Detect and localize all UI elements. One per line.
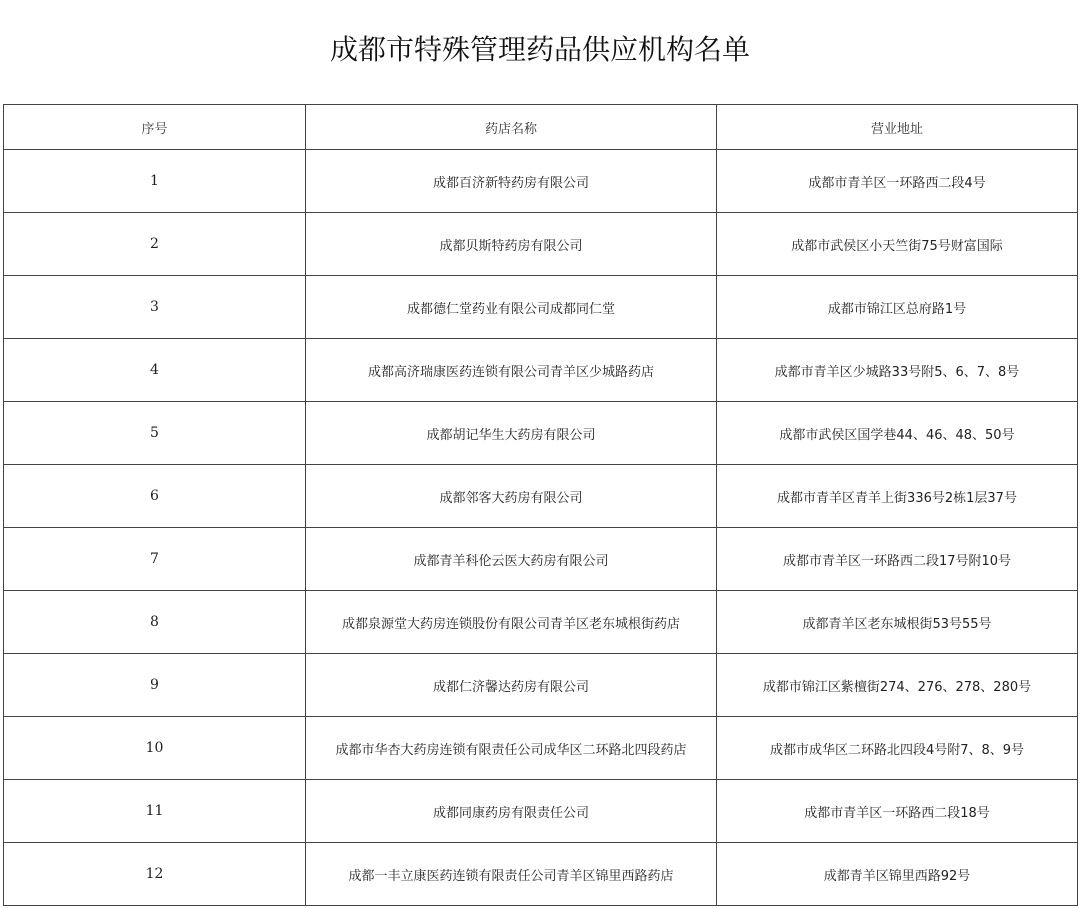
pharmacy-name: 成都市华杏大药房连锁有限责任公司成华区二环路北四段药店 — [306, 717, 717, 780]
pharmacy-address: 成都市武侯区国学巷44、46、48、50号 — [717, 402, 1078, 465]
row-index: 12 — [4, 843, 306, 906]
table-header-row — [4, 105, 1078, 150]
pharmacy-name: 成都邻客大药房有限公司 — [306, 465, 717, 528]
page-title: 成都市特殊管理药品供应机构名单 — [329, 33, 750, 66]
pharmacy-address: 成都青羊区锦里西路92号 — [717, 843, 1078, 906]
header-pharmacy-name: 药店名称 — [306, 105, 717, 150]
row-index: 8 — [4, 591, 306, 654]
row-index: 1 — [4, 150, 306, 213]
table-row — [4, 213, 1078, 276]
pharmacy-address: 成都青羊区老东城根街53号55号 — [717, 591, 1078, 654]
table-row — [4, 717, 1078, 780]
row-index: 7 — [4, 528, 306, 591]
pharmacy-address: 成都市青羊区一环路西二段18号 — [717, 780, 1078, 843]
pharmacy-name: 成都仁济馨达药房有限公司 — [306, 654, 717, 717]
row-index: 2 — [4, 213, 306, 276]
row-index: 3 — [4, 276, 306, 339]
pharmacy-address: 成都市武侯区小天竺街75号财富国际 — [717, 213, 1078, 276]
pharmacy-name: 成都泉源堂大药房连锁股份有限公司青羊区老东城根街药店 — [306, 591, 717, 654]
pharmacy-address: 成都市锦江区紫檀街274、276、278、280号 — [717, 654, 1078, 717]
pharmacy-name: 成都贝斯特药房有限公司 — [306, 213, 717, 276]
header-index: 序号 — [4, 105, 306, 150]
header-business-address: 营业地址 — [717, 105, 1078, 150]
row-index: 10 — [4, 717, 306, 780]
table-row — [4, 591, 1078, 654]
table-row — [4, 654, 1078, 717]
table-row — [4, 339, 1078, 402]
pharmacy-name: 成都百济新特药房有限公司 — [306, 150, 717, 213]
pharmacy-address: 成都市青羊区一环路西二段17号附10号 — [717, 528, 1078, 591]
pharmacy-address: 成都市锦江区总府路1号 — [717, 276, 1078, 339]
pharmacy-address: 成都市青羊区青羊上街336号2栋1层37号 — [717, 465, 1078, 528]
pharmacy-address: 成都市青羊区一环路西二段4号 — [717, 150, 1078, 213]
table-row — [4, 402, 1078, 465]
table-row — [4, 780, 1078, 843]
row-index: 9 — [4, 654, 306, 717]
pharmacy-address: 成都市成华区二环路北四段4号附7、8、9号 — [717, 717, 1078, 780]
table-row — [4, 465, 1078, 528]
row-index: 5 — [4, 402, 306, 465]
pharmacy-name: 成都一丰立康医药连锁有限责任公司青羊区锦里西路药店 — [306, 843, 717, 906]
pharmacy-name: 成都胡记华生大药房有限公司 — [306, 402, 717, 465]
table-row — [4, 843, 1078, 906]
pharmacy-address: 成都市青羊区少城路33号附5、6、7、8号 — [717, 339, 1078, 402]
table-row — [4, 276, 1078, 339]
pharmacy-name: 成都青羊科伦云医大药房有限公司 — [306, 528, 717, 591]
row-index: 11 — [4, 780, 306, 843]
row-index: 4 — [4, 339, 306, 402]
pharmacy-name: 成都高济瑞康医药连锁有限公司青羊区少城路药店 — [306, 339, 717, 402]
table-row — [4, 150, 1078, 213]
row-index: 6 — [4, 465, 306, 528]
pharmacy-name: 成都同康药房有限责任公司 — [306, 780, 717, 843]
table-row — [4, 528, 1078, 591]
pharmacy-name: 成都德仁堂药业有限公司成都同仁堂 — [306, 276, 717, 339]
pharmacy-table — [3, 104, 1078, 906]
